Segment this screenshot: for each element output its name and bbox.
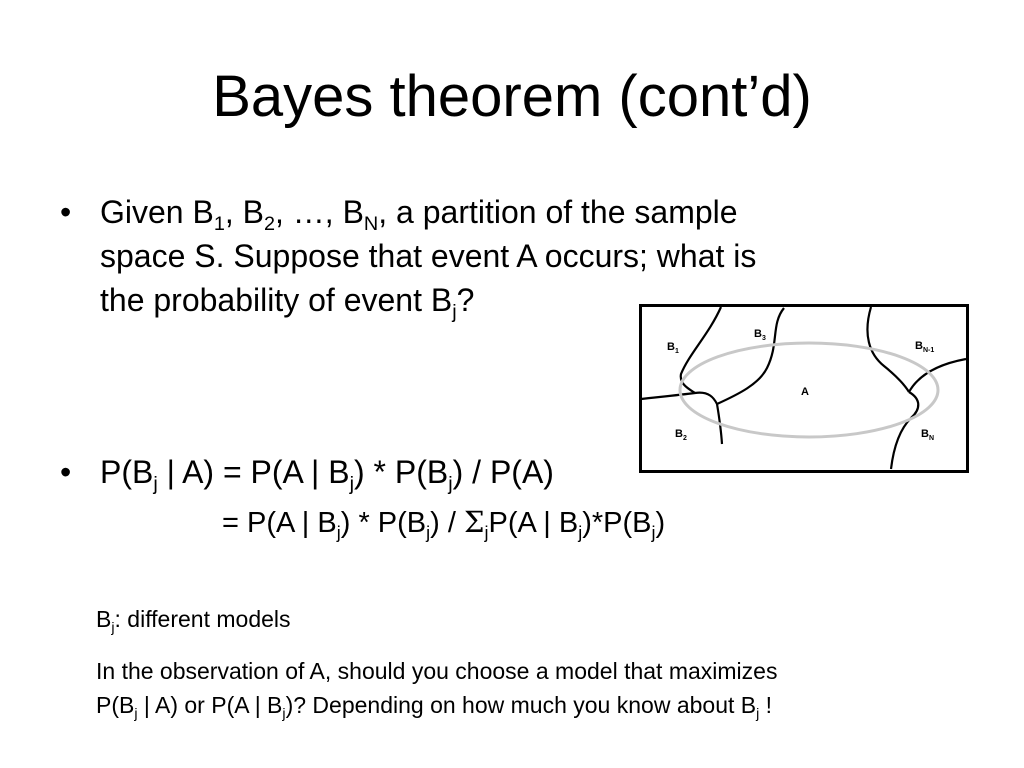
- bullet-dot: •: [60, 454, 72, 490]
- bullet-bayes-formula: [60, 450, 700, 495]
- bullet-line: Given $B_1$, $B_2$, …, $B_N$, a partition of the sample: [100, 194, 738, 235]
- bullet-line: the probability of event $B_j$?: [100, 282, 475, 323]
- label-b2: $B_2$: [675, 428, 687, 442]
- formula-expansion: = P(A | $B_j) * P(B_j) / \Sigma_jP(A$ | $B_j)*P(B_j)$: [222, 505, 666, 543]
- note-question-line2: $P(B_j$ | A) or P(A | $B_j$)? Depending on how much you know about $B_j$ !: [96, 692, 773, 722]
- label-bn-1: $B_{N-1}$: [915, 340, 935, 354]
- note-question-line1: In the observation of A, should you choose a model that maximizes: [96, 658, 778, 684]
- note-models: $B_j$: different models: [96, 606, 291, 636]
- formula-line: $P(B_j$ | A) = P(A | $B_j) * P(B_j) / P(A)$: [100, 454, 554, 495]
- label-b3: $B_3$: [754, 328, 766, 342]
- partition-diagram: [639, 304, 969, 474]
- sigma-symbol: Σ: [463, 505, 485, 539]
- bullet-line: space S. Suppose that event A occurs; what is: [100, 238, 757, 274]
- bullet-partition: [60, 190, 940, 323]
- label-a: A: [801, 386, 809, 398]
- label-b1: $B_1$: [667, 341, 679, 355]
- bullet-dot: •: [60, 194, 72, 230]
- slide-title: Bayes theorem (cont’d): [212, 64, 812, 129]
- label-bn: $B_N$: [921, 428, 935, 442]
